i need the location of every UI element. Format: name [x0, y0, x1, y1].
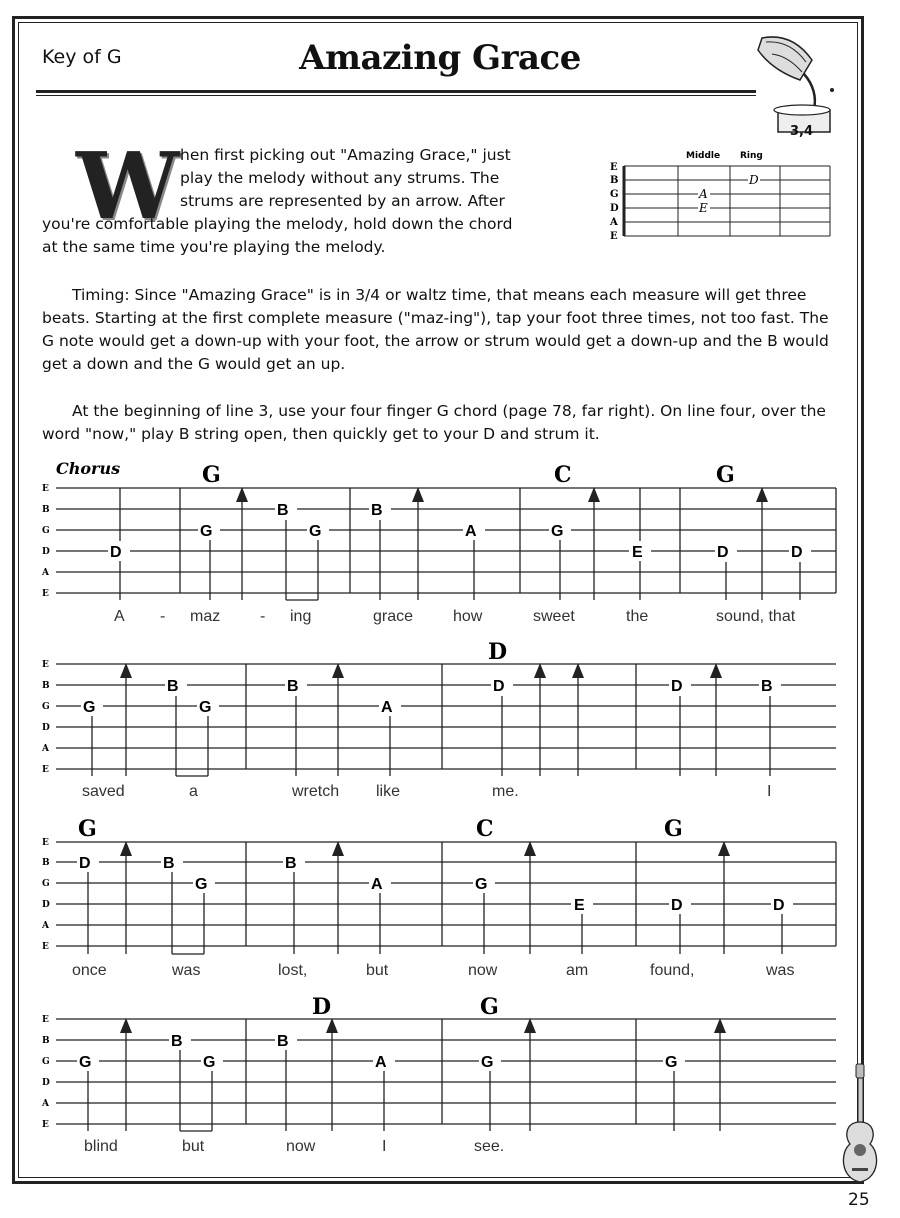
- s1-note-6: A: [465, 523, 477, 540]
- s1-lyric-3: maz: [190, 608, 221, 625]
- s2-note-3: G: [199, 699, 212, 716]
- s3-lyric-8: was: [766, 962, 795, 979]
- s1-chord-1: G: [202, 462, 221, 488]
- s1-note-7: G: [551, 523, 564, 540]
- key-label: Key of G: [42, 46, 122, 68]
- page-number: 25: [848, 1190, 870, 1210]
- s2-string-g: G: [42, 702, 50, 712]
- s3-note-5: A: [371, 876, 383, 893]
- s4-lyric-5: see.: [474, 1138, 505, 1155]
- s1-note-9: D: [717, 544, 729, 561]
- cd-string-e2: E: [610, 231, 618, 242]
- s4-note-7: G: [665, 1054, 678, 1071]
- s4-lyric-2: but: [182, 1138, 205, 1155]
- s4-string-e1: E: [42, 1015, 49, 1025]
- cd-string-a: A: [610, 217, 618, 228]
- s1-string-e1: E: [42, 484, 49, 494]
- s1-string-d: D: [42, 547, 50, 557]
- s2-note-8: B: [761, 678, 773, 695]
- s3-string-d: D: [42, 900, 50, 910]
- intro-line-4: you're comfortable playing the melody, hold down the chord: [42, 215, 513, 233]
- timing-paragraph-text: Timing: Since "Amazing Grace" is in 3/4 or waltz time, that means each measure will get three beats. Starting at the first complete measure ("maz-ing"), tap your foot three times, not too fast. The G note would get a down-up with your foot, the arrow or strum would get a down-up and the B would get a down and the G would get an up.: [42, 286, 829, 373]
- page-title: Amazing Grace: [299, 38, 581, 78]
- s2-note-4: B: [287, 678, 299, 695]
- line3-paragraph-text: At the beginning of line 3, use your four finger G chord (page 78, far right). On line four, over the word "now," play B string open, then quickly get to your D and strum it.: [42, 402, 826, 443]
- s3-chord-1: G: [78, 816, 97, 842]
- s1-note-1: D: [110, 544, 122, 561]
- s2-note-6: D: [493, 678, 505, 695]
- track-number: 3,4: [790, 124, 814, 139]
- chorus-label: Chorus: [56, 459, 121, 478]
- cd-string-g: G: [610, 189, 619, 200]
- s2-note-2: B: [167, 678, 179, 695]
- s4-lyric-1: blind: [84, 1138, 118, 1155]
- s1-string-b: B: [42, 505, 50, 515]
- s4-note-4: B: [277, 1033, 289, 1050]
- s1-string-g: G: [42, 526, 50, 536]
- s3-chord-3: G: [664, 816, 683, 842]
- s1-lyric-1: A: [114, 608, 125, 625]
- s4-chord-1: D: [312, 994, 332, 1020]
- s1-string-a: A: [42, 568, 49, 578]
- s4-string-g: G: [42, 1057, 50, 1067]
- s1-lyric-10: sound, that: [716, 608, 796, 625]
- s1-lyric-5: ing: [290, 608, 312, 625]
- s4-note-3: G: [203, 1054, 216, 1071]
- s4-lyric-3: now: [286, 1138, 316, 1155]
- s4-string-a: A: [42, 1099, 49, 1109]
- s1-lyric-8: sweet: [533, 608, 575, 625]
- s1-lyric-9: the: [626, 608, 649, 625]
- s3-note-1: D: [79, 855, 91, 872]
- s4-lyric-4: I: [382, 1138, 387, 1155]
- finger-label-ring: Ring: [740, 151, 763, 161]
- s3-string-a: A: [42, 921, 49, 931]
- s1-note-10: D: [791, 544, 803, 561]
- s1-note-5: B: [371, 502, 383, 519]
- drop-cap: W: [76, 132, 180, 240]
- s3-lyric-1: once: [72, 962, 107, 979]
- intro-line-3: strums are represented by an arrow. After: [180, 192, 505, 210]
- s3-string-g: G: [42, 879, 50, 889]
- s3-note-3: G: [195, 876, 208, 893]
- s3-note-7: E: [574, 897, 585, 914]
- s1-chord-3: G: [716, 462, 735, 488]
- s2-string-d: D: [42, 723, 50, 733]
- cd-note-a: A: [699, 187, 708, 201]
- tab-system-4: [41, 994, 836, 1155]
- s3-note-8: D: [671, 897, 683, 914]
- s4-note-2: B: [171, 1033, 183, 1050]
- s1-chord-2: C: [554, 462, 572, 488]
- s4-string-e2: E: [42, 1120, 49, 1130]
- cd-note-e: E: [699, 201, 708, 215]
- s2-lyric-3: wretch: [292, 783, 340, 800]
- s3-lyric-2: was: [172, 962, 201, 979]
- s2-lyric-5: me.: [492, 783, 519, 800]
- tab-system-1: [41, 462, 836, 625]
- s4-note-1: G: [79, 1054, 92, 1071]
- cd-note-d: D: [749, 173, 759, 187]
- s2-note-7: D: [671, 678, 683, 695]
- s3-string-b: B: [42, 858, 50, 868]
- s2-lyric-2: a: [189, 783, 198, 800]
- cd-string-b: B: [610, 175, 619, 186]
- s1-note-4: G: [309, 523, 322, 540]
- intro-line-1: hen first picking out "Amazing Grace," just: [180, 146, 511, 164]
- s3-string-e2: E: [42, 942, 49, 952]
- s4-note-5: A: [375, 1054, 387, 1071]
- s2-string-e1: E: [42, 660, 49, 670]
- s2-lyric-6: I: [767, 783, 772, 800]
- s1-lyric-2: -: [160, 608, 166, 625]
- s2-string-a: A: [42, 744, 49, 754]
- s1-note-8: E: [632, 544, 643, 561]
- s3-chord-2: C: [476, 816, 494, 842]
- s3-note-6: G: [475, 876, 488, 893]
- s3-lyric-3: lost,: [278, 962, 308, 979]
- s2-chord-1: D: [488, 639, 508, 665]
- guitar-icon: [832, 1060, 890, 1190]
- s4-chord-2: G: [480, 994, 499, 1020]
- s1-lyric-7: how: [453, 608, 483, 625]
- s2-lyric-4: like: [376, 783, 401, 800]
- s2-lyric-1: saved: [82, 783, 125, 800]
- s4-string-d: D: [42, 1078, 50, 1088]
- s2-note-5: A: [381, 699, 393, 716]
- s2-note-1: G: [83, 699, 96, 716]
- tab-system-3: [41, 816, 836, 979]
- s4-string-b: B: [42, 1036, 50, 1046]
- s3-note-2: B: [163, 855, 175, 872]
- s3-lyric-4: but: [366, 962, 389, 979]
- cd-string-e1: E: [610, 162, 618, 173]
- tab-system-2: [41, 639, 836, 800]
- s3-note-4: B: [285, 855, 297, 872]
- s1-string-e2: E: [42, 589, 49, 599]
- s3-string-e1: E: [42, 838, 49, 848]
- s1-note-3: B: [277, 502, 289, 519]
- s1-lyric-4: -: [260, 608, 266, 625]
- s1-lyric-6: grace: [373, 608, 414, 625]
- s3-lyric-6: am: [566, 962, 589, 979]
- s3-lyric-5: now: [468, 962, 498, 979]
- finger-label-middle: Middle: [686, 151, 721, 161]
- s1-note-2: G: [200, 523, 213, 540]
- cd-string-d: D: [610, 203, 619, 214]
- s3-lyric-7: found,: [650, 962, 695, 979]
- s3-note-9: D: [773, 897, 785, 914]
- s2-string-e2: E: [42, 765, 49, 775]
- intro-line-2: play the melody without any strums. The: [180, 169, 500, 187]
- intro-line-5: at the same time you're playing the melody.: [42, 238, 386, 256]
- s2-string-b: B: [42, 681, 50, 691]
- s4-note-6: G: [481, 1054, 494, 1071]
